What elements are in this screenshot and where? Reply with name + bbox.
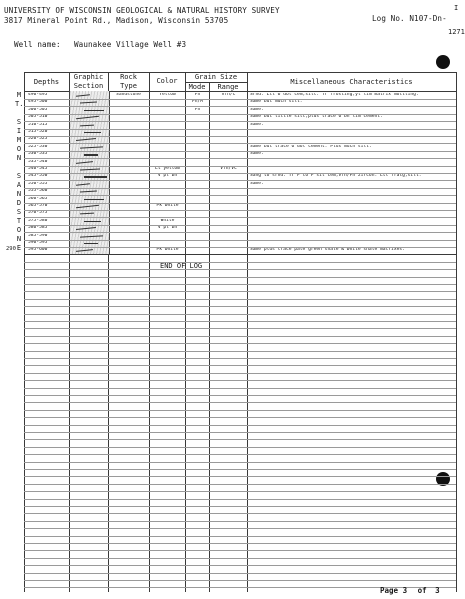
grain-mode-cell: " xyxy=(196,174,199,179)
grain-range-cell: Vfn/C xyxy=(221,93,236,97)
depth-cell: 585-590 xyxy=(28,233,48,238)
rock-type-cell: " xyxy=(127,100,130,105)
header-type: Type xyxy=(120,82,137,90)
page-total: 3 xyxy=(435,586,440,595)
depth-cell: 565-570 xyxy=(28,204,48,208)
depth-cell: 580-585 xyxy=(28,226,48,231)
grain-mode-cell: " xyxy=(196,204,199,208)
grain-range-cell: " xyxy=(227,174,230,179)
ruled-line xyxy=(24,543,456,544)
lithology-hatch xyxy=(84,132,101,133)
header-range: Range xyxy=(217,83,239,91)
depth-cell: 490-495 xyxy=(28,93,48,97)
ruled-line xyxy=(24,402,456,403)
depth-cell: 530-535 xyxy=(28,152,48,157)
depth-cell: 595-600 xyxy=(28,248,48,253)
grain-mode-cell: " xyxy=(196,159,199,164)
grain-range-cell: " xyxy=(227,189,230,194)
grain-mode-cell: " xyxy=(196,130,199,134)
rock-type-cell: " xyxy=(127,174,130,179)
ruled-line xyxy=(24,439,456,440)
rock-type-cell: " xyxy=(127,181,130,186)
grain-mode-cell: " xyxy=(196,196,199,201)
depth-cell: 505-510 xyxy=(28,115,48,120)
color-cell: " xyxy=(166,130,169,134)
color-cell: V pl bn xyxy=(157,174,178,179)
grain-mode-cell: " xyxy=(196,248,199,253)
ruled-line xyxy=(24,388,456,389)
ruled-line xyxy=(24,143,456,144)
color-cell: " xyxy=(166,144,169,149)
ruled-line xyxy=(24,306,456,307)
ruled-line xyxy=(24,336,456,337)
rock-type-cell: " xyxy=(127,233,130,238)
depth-cell: 515-520 xyxy=(28,130,48,134)
ruled-line xyxy=(24,321,456,322)
ruled-line xyxy=(24,217,456,218)
misc-cell: Same but much silt. xyxy=(250,100,303,105)
data-bottom-border xyxy=(24,254,456,255)
grain-range-cell: " xyxy=(227,137,230,142)
log-number-label: Log No. N107-Dn- xyxy=(372,14,447,23)
grain-range-cell: " xyxy=(227,100,230,105)
grain-range-cell: " xyxy=(227,115,230,120)
misc-cell: Same. xyxy=(250,181,264,186)
color-cell: White xyxy=(160,218,175,223)
rock-type-cell: " xyxy=(127,144,130,149)
rock-type-cell: " xyxy=(127,122,130,127)
misc-cell: " xyxy=(250,130,253,134)
misc-cell: " xyxy=(250,204,253,208)
misc-cell: Same. xyxy=(250,122,264,127)
institution-address: 3817 Mineral Point Rd., Madison, Wisconsin 53705 xyxy=(4,16,229,25)
ruled-line xyxy=(24,528,456,529)
misc-cell: " xyxy=(250,211,253,216)
depth-cell: 560-565 xyxy=(28,196,48,201)
lithology-hatch xyxy=(84,176,107,177)
color-cell: " xyxy=(166,211,169,216)
rock-type-cell: " xyxy=(127,115,130,120)
ruled-line xyxy=(24,262,456,263)
ruled-line xyxy=(24,573,456,574)
grain-mode-cell: " xyxy=(196,241,199,245)
ruled-line xyxy=(24,491,456,492)
misc-cell: " xyxy=(250,189,253,194)
misc-cell: " xyxy=(250,196,253,201)
end-of-log: END OF LOG xyxy=(160,262,203,270)
depth-cell: 550-555 xyxy=(28,181,48,186)
formation-letter: S xyxy=(16,118,22,126)
grain-mode-cell: Fn xyxy=(194,107,201,112)
ruled-line xyxy=(24,499,456,500)
grain-mode-cell: " xyxy=(196,189,199,194)
header-depths: Depths xyxy=(33,78,60,86)
lithology-hatch xyxy=(84,243,98,244)
rock-type-cell: " xyxy=(127,226,130,231)
color-cell: " xyxy=(166,181,169,186)
header-rock: Rock xyxy=(120,73,137,81)
grain-range-cell: " xyxy=(227,241,230,245)
rock-type-cell: " xyxy=(127,159,130,164)
ruled-line xyxy=(24,469,456,470)
ruled-line xyxy=(24,188,456,189)
depth-cell: 510-515 xyxy=(28,122,48,127)
rock-type-cell: " xyxy=(127,241,130,245)
formation-letter: A xyxy=(16,181,22,189)
ruled-line xyxy=(24,299,456,300)
grain-range-cell: " xyxy=(227,204,230,208)
grain-mode-cell: " xyxy=(196,167,199,171)
color-cell: " xyxy=(166,241,169,245)
ruled-line xyxy=(24,395,456,396)
misc-cell: Same plus trace pale green shale & white shale matrixes. xyxy=(250,248,405,253)
lithology-hatch xyxy=(84,110,104,111)
depth-cell: 525-530 xyxy=(28,144,48,149)
ruled-line xyxy=(24,180,456,181)
ruled-line xyxy=(24,129,456,130)
rock-type-cell: Sandstone xyxy=(116,93,141,97)
ruled-line xyxy=(24,121,456,122)
rock-type-cell: " xyxy=(127,137,130,142)
grain-range-cell: " xyxy=(227,196,230,201)
ruled-line xyxy=(24,166,456,167)
ruled-line xyxy=(24,373,456,374)
ruled-line xyxy=(24,550,456,551)
grain-mode-cell: Fn/M xyxy=(191,100,204,105)
ruled-line xyxy=(24,565,456,566)
rock-type-cell: " xyxy=(127,130,130,134)
grain-mode-cell: " xyxy=(196,137,199,142)
ruled-line xyxy=(24,417,456,418)
color-cell: " xyxy=(166,122,169,127)
depth-cell: 575-580 xyxy=(28,218,48,223)
of-word: of xyxy=(417,586,427,595)
ruled-line xyxy=(24,462,456,463)
grain-mode-cell: Fn xyxy=(194,93,201,97)
color-cell: Lt yellow xyxy=(155,167,180,171)
ruled-line xyxy=(24,343,456,344)
ruled-line xyxy=(24,328,456,329)
misc-cell: Same but trace 6 dol cement. Plus much silt. xyxy=(250,144,372,149)
formation-letter: T. xyxy=(15,100,24,108)
color-cell: Pk white xyxy=(156,248,179,253)
formation-letter: T xyxy=(16,217,22,225)
ruled-line xyxy=(24,277,456,278)
grain-mode-cell: " xyxy=(196,181,199,186)
lithology-hatch xyxy=(84,199,104,200)
misc-cell: Sang to srnd. Tr F to F sil cem,Vfn/Fn zircon. Ltl fratg,silt. xyxy=(250,174,422,179)
color-cell: " xyxy=(166,107,169,112)
institution-title: UNIVERSITY OF WISCONSIN GEOLOGICAL & NATURAL HISTORY SURVEY xyxy=(4,6,280,15)
well-name-value: Waunakee Village Well #3 xyxy=(74,40,187,49)
formation-letter: D xyxy=(16,199,22,207)
header-color: Color xyxy=(156,77,178,85)
misc-cell: Same. xyxy=(250,152,264,157)
depth-cell: 590-595 xyxy=(28,241,48,245)
ruled-line xyxy=(24,225,456,226)
depth-cell: 555-560 xyxy=(28,189,48,194)
grain-mode-cell: " xyxy=(196,226,199,231)
color-cell: Yellow xyxy=(159,93,176,97)
misc-cell: Same but little silt,plus trace 6 bn lim cement. xyxy=(250,115,383,120)
color-cell: " xyxy=(166,159,169,164)
rock-type-cell: " xyxy=(127,211,130,216)
ruled-line xyxy=(24,203,456,204)
well-name-label: Well name: xyxy=(14,40,61,49)
depth-cell: 535-540 xyxy=(28,159,48,164)
color-cell: " xyxy=(166,233,169,238)
ruled-line xyxy=(24,232,456,233)
depth-cell: 540-545 xyxy=(28,167,48,171)
formation-letter: S xyxy=(16,172,22,180)
ruled-line xyxy=(24,195,456,196)
header-graphic: Graphic xyxy=(73,73,104,81)
ruled-line xyxy=(24,114,456,115)
grain-range-cell: Vfn/VC xyxy=(220,167,237,171)
misc-cell: Same. xyxy=(250,107,264,112)
punch-hole-top xyxy=(436,55,450,69)
grain-mode-cell: " xyxy=(196,122,199,127)
grain-mode-cell: " xyxy=(196,211,199,216)
rock-type-cell: " xyxy=(127,107,130,112)
ruled-line xyxy=(24,432,456,433)
color-cell: " xyxy=(166,196,169,201)
depth-cell: 545-550 xyxy=(28,174,48,179)
ruled-line xyxy=(24,484,456,485)
misc-cell: " xyxy=(250,226,253,231)
formation-letter: M xyxy=(16,136,22,144)
ruled-line xyxy=(24,247,456,248)
color-cell: " xyxy=(166,137,169,142)
rock-type-cell: " xyxy=(127,218,130,223)
header-grain-size: Grain Size xyxy=(194,73,238,81)
misc-cell: " xyxy=(250,218,253,223)
misc-cell: " xyxy=(250,137,253,142)
rock-type-cell: " xyxy=(127,204,130,208)
log-number-suffix: 1271 xyxy=(448,28,465,36)
color-cell: " xyxy=(166,152,169,157)
ruled-line xyxy=(24,536,456,537)
ruled-line xyxy=(24,506,456,507)
grain-range-cell: " xyxy=(227,233,230,238)
ruled-line xyxy=(24,158,456,159)
formation-letter: O xyxy=(16,145,22,153)
lithology-hatch xyxy=(80,124,94,126)
misc-cell: " xyxy=(250,241,253,245)
ruled-line xyxy=(24,454,456,455)
grain-range-cell: " xyxy=(227,152,230,157)
formation-letter: I xyxy=(16,127,22,135)
formation-letter: S xyxy=(16,208,22,216)
formation-letter: E xyxy=(16,244,22,252)
color-cell: " xyxy=(166,100,169,105)
rock-type-cell: " xyxy=(127,196,130,201)
grain-mode-cell: " xyxy=(196,115,199,120)
color-cell: " xyxy=(166,189,169,194)
grain-range-cell: " xyxy=(227,144,230,149)
grain-range-cell: " xyxy=(227,181,230,186)
column-divider xyxy=(456,72,457,592)
ruled-line xyxy=(24,365,456,366)
ruled-line xyxy=(24,558,456,559)
rock-type-cell: " xyxy=(127,167,130,171)
depth-cell: 520-525 xyxy=(28,137,48,142)
grain-range-cell: " xyxy=(227,226,230,231)
lithology-hatch xyxy=(84,154,98,155)
ruled-line xyxy=(24,314,456,315)
rock-type-cell: " xyxy=(127,189,130,194)
color-cell: Pk white xyxy=(156,204,179,208)
misc-cell: " xyxy=(250,167,253,171)
ruled-line xyxy=(24,425,456,426)
ruled-line xyxy=(24,380,456,381)
header-section: Section xyxy=(73,82,104,90)
grain-range-cell: " xyxy=(227,122,230,127)
formation-letter: M xyxy=(16,91,22,99)
grain-range-cell: " xyxy=(227,248,230,253)
formation-letter: O xyxy=(16,226,22,234)
ruled-line xyxy=(24,136,456,137)
color-cell: " xyxy=(166,115,169,120)
grain-range-cell: " xyxy=(227,211,230,216)
depth-cell: 495-500 xyxy=(28,100,48,105)
formation-letter: N xyxy=(16,235,22,243)
page-number: 3 xyxy=(402,586,408,595)
rock-type-cell: " xyxy=(127,152,130,157)
ruled-line xyxy=(24,284,456,285)
depth-cell: 570-575 xyxy=(28,211,48,216)
ruled-line xyxy=(24,521,456,522)
ruled-line xyxy=(24,291,456,292)
ruled-line xyxy=(24,173,456,174)
ruled-line xyxy=(24,269,456,270)
grain-mode-cell: " xyxy=(196,152,199,157)
ruled-line xyxy=(24,106,456,107)
misc-cell: Srnd. Ltl 6 dol cem,silt. Tr frosting,yl lim matrix mottling. xyxy=(250,93,419,97)
ruled-line xyxy=(24,513,456,514)
formation-letter: N xyxy=(16,190,22,198)
grain-mode-cell: " xyxy=(196,218,199,223)
ruled-line xyxy=(24,580,456,581)
grain-range-cell: " xyxy=(227,218,230,223)
page-word: Page xyxy=(380,586,399,595)
formation-letter: N xyxy=(16,154,22,162)
header-misc: Miscellaneous Characteristics xyxy=(290,78,413,86)
formation-code: 290 xyxy=(6,246,16,252)
ruled-line xyxy=(24,240,456,241)
grain-range-cell: " xyxy=(227,159,230,164)
misc-cell: " xyxy=(250,159,253,164)
grain-mode-cell: " xyxy=(196,233,199,238)
ruled-line xyxy=(24,210,456,211)
grain-range-cell: " xyxy=(227,130,230,134)
ruled-line xyxy=(24,476,456,477)
ruled-line xyxy=(24,447,456,448)
misc-cell: " xyxy=(250,233,253,238)
corner-mark: I xyxy=(454,4,459,12)
ruled-line xyxy=(24,410,456,411)
header-mode: Mode xyxy=(188,83,206,91)
lithology-hatch xyxy=(84,221,101,222)
rock-type-cell: " xyxy=(127,248,130,253)
ruled-line xyxy=(24,99,456,100)
ruled-line xyxy=(24,151,456,152)
grain-range-cell: " xyxy=(227,107,230,112)
page-indicator xyxy=(380,586,440,595)
color-cell: V pl bn xyxy=(157,226,178,231)
depth-cell: 500-505 xyxy=(28,107,48,112)
ruled-line xyxy=(24,358,456,359)
ruled-line xyxy=(24,351,456,352)
grain-mode-cell: " xyxy=(196,144,199,149)
